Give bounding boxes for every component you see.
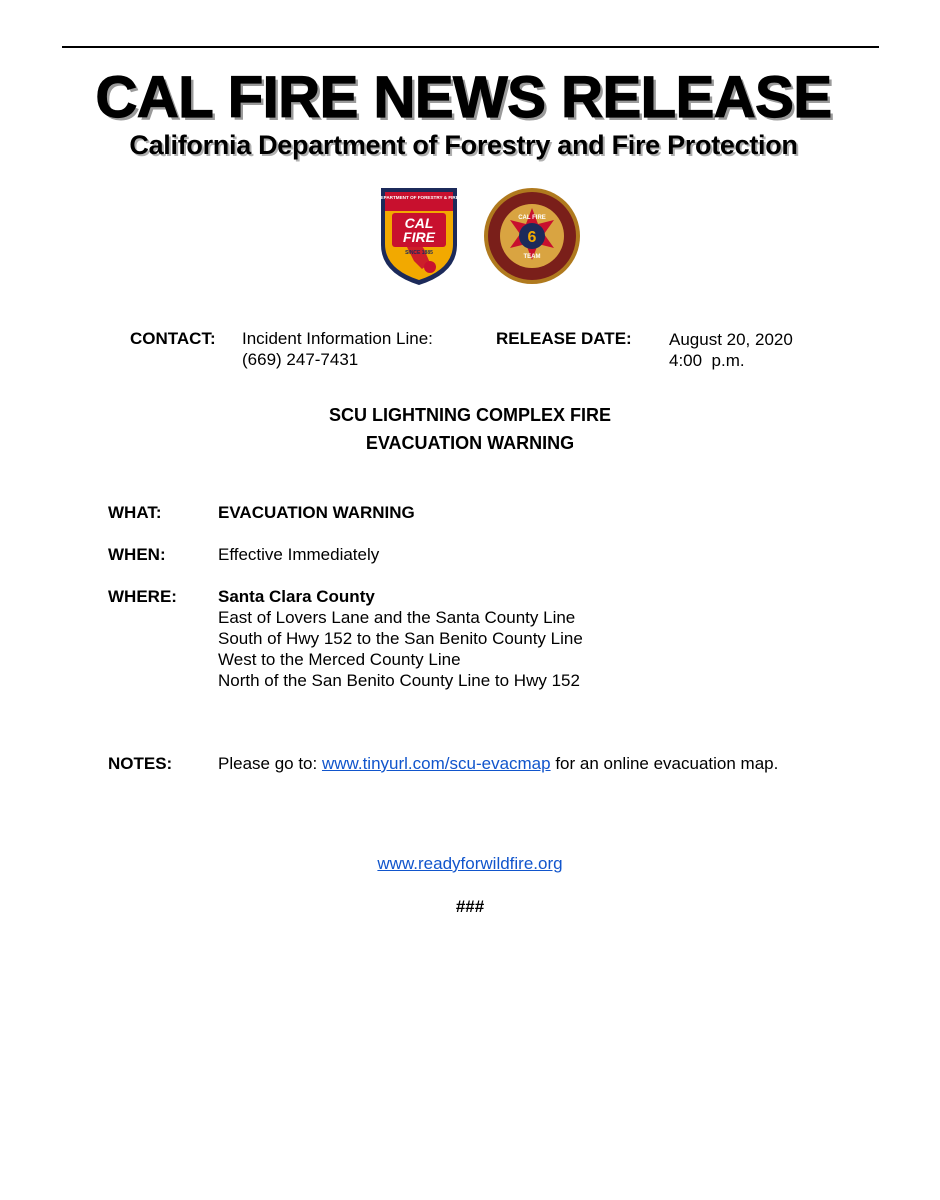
readyforwildfire-link[interactable]: www.readyforwildfire.org — [377, 854, 563, 873]
page-title: CAL FIRE NEWS RELEASE — [95, 65, 832, 130]
where-line-3: West to the Merced County Line — [218, 650, 461, 669]
notes-label: NOTES: — [108, 754, 173, 773]
where-title: Santa Clara County — [218, 587, 375, 606]
where-line-1: East of Lovers Lane and the Santa County Line — [218, 608, 576, 627]
notes-prefix: Please go to: — [218, 754, 322, 773]
where-line-2: South of Hwy 152 to the San Benito County Line — [218, 629, 583, 648]
page-subtitle: California Department of Forestry and Fire Protection — [129, 130, 798, 160]
headline-line-2: EVACUATION WARNING — [365, 433, 575, 453]
when-label: WHEN: — [108, 545, 166, 564]
where-line-4: North of the San Benito County Line to Hwy 152 — [218, 671, 580, 690]
headline-line-1: SCU LIGHTNING COMPLEX FIRE — [328, 405, 611, 425]
notes-text — [218, 753, 778, 774]
end-mark: ### — [455, 897, 485, 916]
contact-label: CONTACT: — [130, 329, 216, 348]
badge-top-text: CAL FIRE — [518, 215, 546, 221]
contact-line-1: Incident Information Line: — [242, 329, 433, 348]
what-value: EVACUATION WARNING — [218, 503, 415, 522]
badge-bottom-text: TEAM — [523, 254, 541, 260]
notes-suffix: for an online evacuation map. — [550, 754, 779, 773]
evac-map-link[interactable]: www.tinyurl.com/scu-evacmap — [321, 754, 551, 773]
shield-text-cal: CAL — [404, 215, 434, 231]
shield-since-text: SINCE 1885 — [405, 250, 433, 256]
release-time: 4:00 p.m. — [669, 351, 745, 370]
what-label: WHAT: — [108, 503, 162, 522]
badge-number: 6 — [527, 229, 537, 246]
team-badge-logo — [482, 186, 582, 286]
release-date: August 20, 2020 — [669, 330, 793, 349]
cal-fire-shield-logo — [347, 185, 491, 287]
release-date-label: RELEASE DATE: — [496, 329, 632, 348]
where-label: WHERE: — [108, 587, 177, 606]
shield-top-text: CALIFORNIA DEPARTMENT OF FORESTRY & FIRE PROTECTION — [347, 195, 491, 200]
when-value: Effective Immediately — [218, 545, 380, 564]
top-rule — [62, 46, 879, 48]
contact-phone: (669) 247-7431 — [242, 350, 359, 369]
shield-text-fire: FIRE — [403, 229, 435, 245]
footer-link-row — [0, 853, 940, 874]
